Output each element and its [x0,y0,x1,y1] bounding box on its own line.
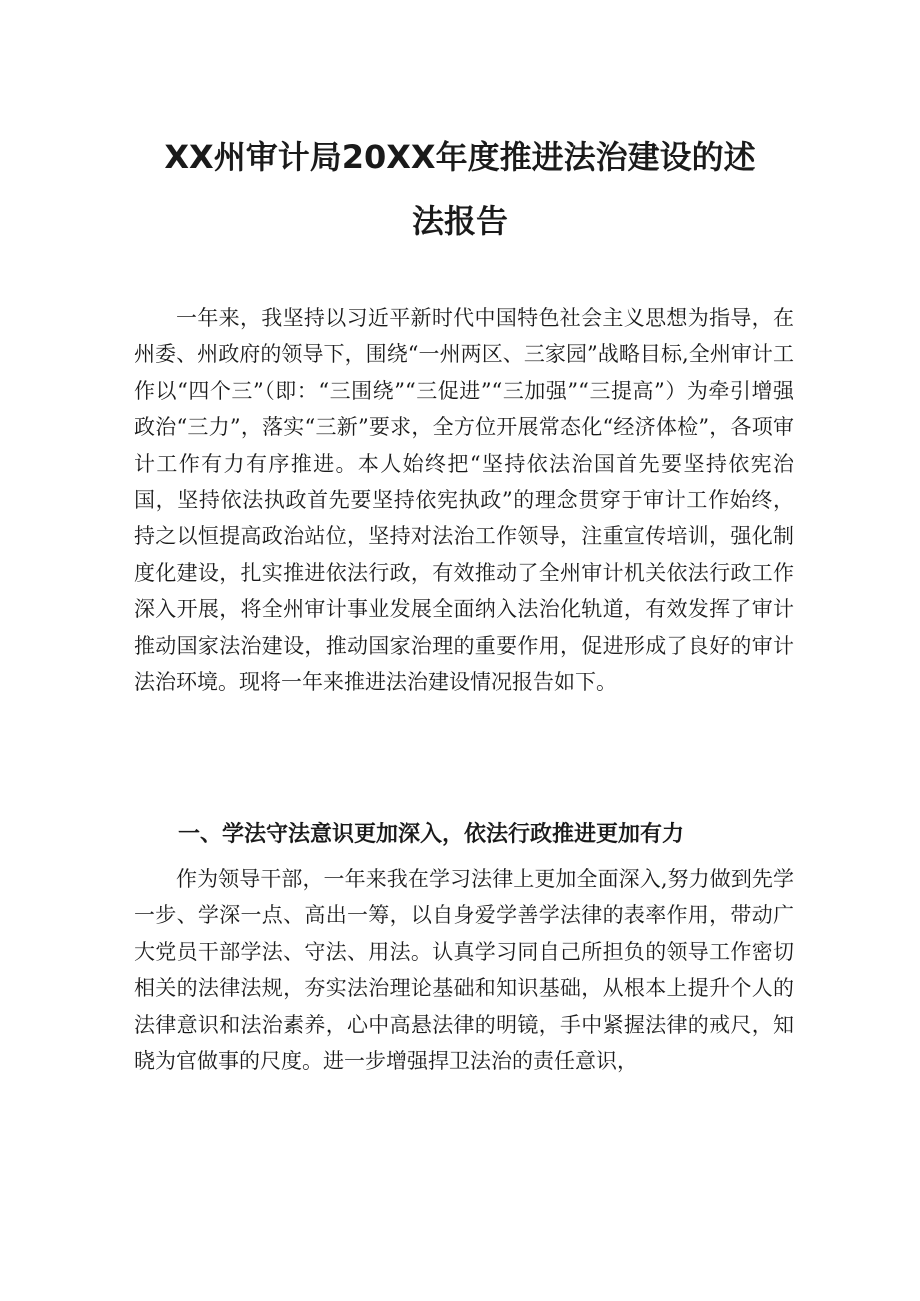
body-paragraph-intro: 一年来，我坚持以习近平新时代中国特色社会主义思想为指导，在州委、州政府的领导下，围绕“一州两区、三家园”战略目标,全州审计工作以“四个三”（即：“三围绕”“三促进”“三加强”“三提高”）为牵引增强政治“三力”，落实“三新”要求，全方位开展常态化“经济体检”，各项审计工作有力有序推进。本人始终把“坚持依法治国首先要坚持依宪治国，坚持依法执政首先要坚持依宪执政”的理念贯穿于审计工作始终，持之以恒提高政治站位，坚持对法治工作领导，注重宣传培训，强化制度化建设，扎实推进依法行政，有效推动了全州审计机关依法行政工作深入开展，将全州审计事业发展全面纳入法治化轨道，有效发挥了审计推动国家法治建设，推动国家治理的重要作用，促进形成了良好的审计法治环境。现将一年来推进法治建设情况报告如下。 [134,306,794,695]
body-paragraph-section-1: 作为领导干部，一年来我在学习法律上更加全面深入,努力做到先学一步、学深一点、高出一筹，以自身爱学善学法律的表率作用，带动广大党员干部学法、守法、用法。认真学习同自己所担负的领导工作密切相关的法律法规，夯实法治理论基础和知识基础，从根本上提升个人的法律意识和法治素养，心中高悬法律的明镜，手中紧握法律的戒尺，知晓为官做事的尺度。进一步增强捍卫法治的责任意识， [134,867,794,1074]
document-title-line-1: XX州审计局20XX年度推进法治建设的述 [164,138,756,176]
section-heading-1: 一、学法守法意识更加深入，依法行政推进更加有力 [178,822,685,847]
document-title-line-2: 法报告 [411,202,508,240]
